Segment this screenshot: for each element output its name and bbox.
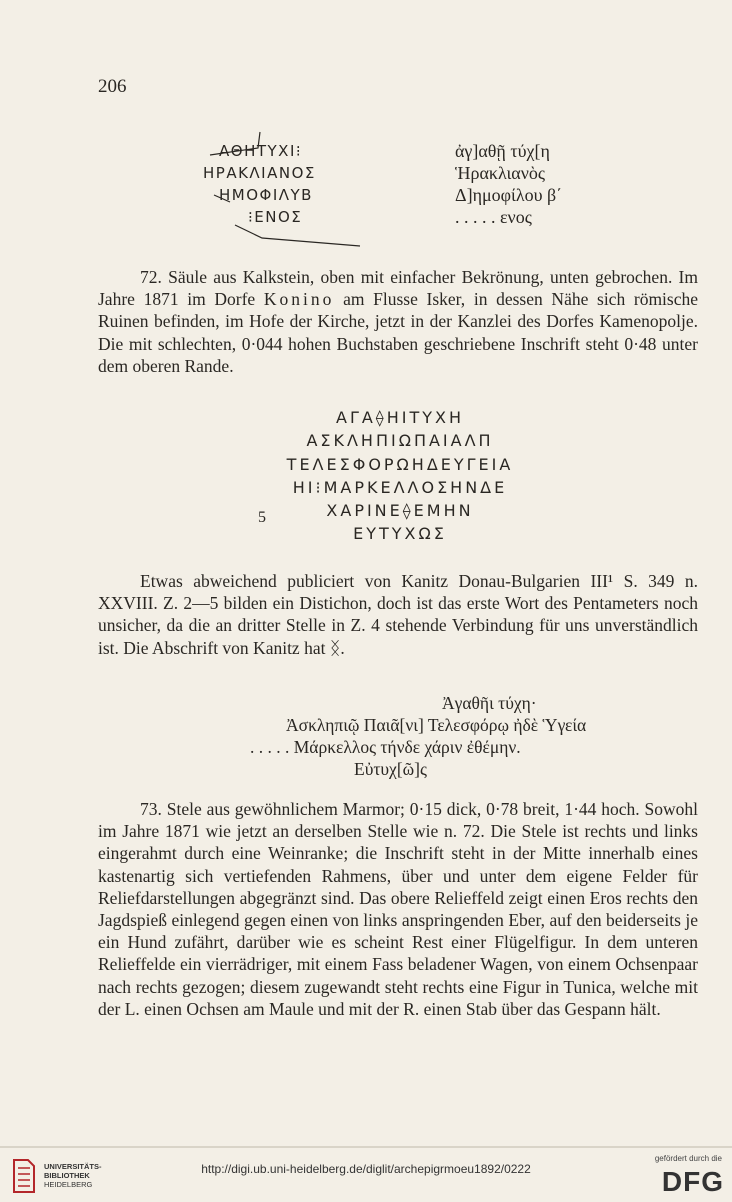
greek-line: Εὐτυχ[ῶ]ς: [354, 759, 427, 779]
inscription-1-line: ΗΜΟΦΙΛΥΒ: [219, 186, 313, 204]
library-name: UNIVERSITÄTS- BIBLIOTHEK HEIDELBERG: [44, 1162, 102, 1189]
transcription-line: Ἡρακλιανὸς: [455, 163, 545, 183]
kanitz-symbol: ᛝ.: [329, 637, 345, 658]
inscription-1-transcription: [455, 140, 655, 228]
transcription-line: Δ]ημοφίλου β΄: [455, 185, 563, 205]
inscription-1-majuscule: [203, 140, 373, 228]
inscription-1-line: ⁝ΕΝΟΣ: [248, 208, 303, 226]
place-name: Konino: [263, 289, 335, 310]
inscription-2-line: ΑΓΑ⟠ΗΙΤΥΧΗ: [336, 408, 464, 427]
inscription-2-majuscule: [250, 406, 550, 546]
inscription-1-line: ΗΡΑΚΛΙΑΝΟΣ: [203, 164, 316, 182]
line-number: 5: [258, 509, 266, 526]
greek-line: Ἀσκληπιῷ Παιᾶ[νι] Τελεσφόρῳ ἠδὲ Ὑγεία: [286, 715, 587, 735]
paragraph-72: 72. Säule aus Kalkstein, oben mit einfacher Bekrönung, unten gebrochen. Im Jahre 1871 im Dorfe Konino am Flusse Isker, in dessen Nähe sich römische Ruinen befinden, im Hofe der Kirche, jetzt in der Kanzlei des Dorfes Kamenopolje. Die mit schlechten, 0·044 hohen Buchstaben geschriebene Inschrift steht 0·48 unter dem oberen Rande.: [98, 267, 699, 376]
transcription-line: . . . . . ενος: [455, 207, 532, 227]
transcription-line: ἀγ]αθῇ τύχ[η: [455, 141, 550, 161]
footer: [0, 1148, 732, 1202]
page-number: 206: [98, 76, 127, 97]
greek-line: Ἀγαθῆι τύχη·: [442, 693, 537, 713]
paragraph-commentary: Etwas abweichend publiciert von Kanitz Donau-Bulgarien III¹ S. 349 n. XXVIII. Z. 2—5 bilden ein Distichon, doch ist das erste Wort des Pentameters noch unsicher, da die an dritter Stelle in Z. 4 stehende Verbindung für uns unverständlich ist. Die Abschrift von Kanitz hat ᛝ.: [98, 571, 698, 658]
inscription-2-line: ΑΣΚΛΗΠΙΩΠΑΙΑΛΠ: [306, 431, 494, 451]
dfg-logo: DFG: [661, 1166, 724, 1197]
greek-line: . . . . . Μάρκελλος τήνδε χάριν ἐθέμην.: [250, 737, 521, 757]
inscription-2-line: ΧΑΡΙΝΕ⟠ΕΜΗΝ: [326, 501, 474, 521]
source-url[interactable]: http://digi.ub.uni-heidelberg.de/diglit/archepigrmoeu1892/0222: [201, 1162, 531, 1176]
inscription-2-line: ΗΙ⁝ΜΑΡΚΕΛΛΟΣΗΝΔΕ: [292, 477, 508, 497]
paragraph-73: 73. Stele aus gewöhnlichem Marmor; 0·15 dick, 0·78 breit, 1·44 hoch. Sowohl im Jahre 1871 wie jetzt an derselben Stelle wie n. 72. Die Stele ist rechts und links eingerahmt durch eine Weinranke; die Inschrift steht in der Mitte innerhalb eines kastenartig sich vertiefenden Rahmens, über und unter dem eigene Felder für Reliefdarstellungen abgegränzt sind. Das obere Relieffeld zeigt einen Eros rechts den Jagdspieß einlegend gegen einen von links anspringenden Eber, auf den beiderseits je ein Hund zufährt, darüber wie es scheint Rest einer Flügelfigur. In dem unteren Relieffelde ein vierrädriger, mit einem Fass beladener Wagen, von einem Ochsenpaar nach rechts gezogen; diesem zugewandt steht rechts eine Figur in Tunica, welche mit der L. einen Ochsen am Maule und mit der R. einen Stab über das Gespann hält.: [98, 799, 698, 1019]
funded-by-label: gefördert durch die: [654, 1154, 722, 1163]
inscription-1-line: ΑΘΗΤΥΧΙ⁝: [219, 142, 303, 160]
inscription-2-line: ΤΕΛΕΣΦΟΡΩΗΔΕΥΓΕΙΑ: [286, 454, 514, 474]
greek-transcription: [98, 692, 698, 780]
inscription-2-line: ΕΥΤΥΧΩΣ: [353, 524, 447, 544]
